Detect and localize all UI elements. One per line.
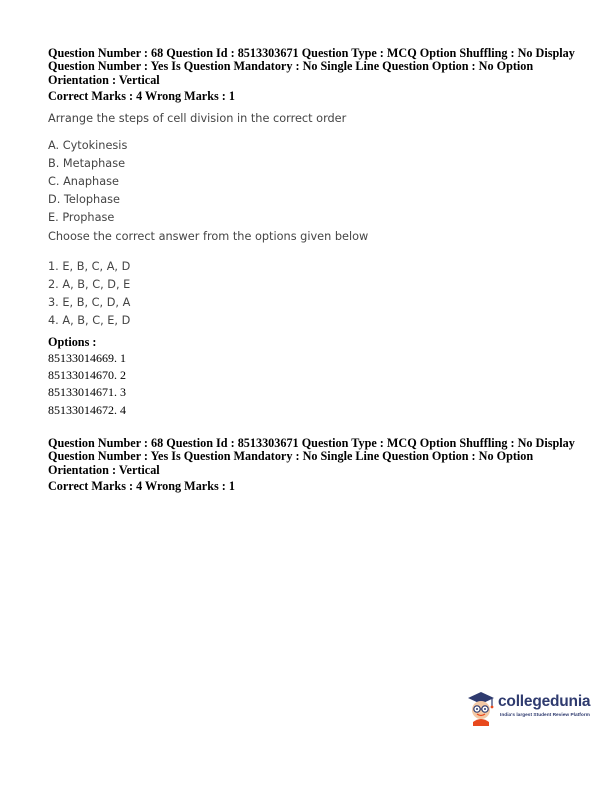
step-list — [48, 137, 584, 227]
option-row: 85133014672. 4 — [48, 402, 126, 417]
answer-item: 3. E, B, C, D, A — [48, 295, 131, 309]
option-row: 85133014670. 2 — [48, 368, 126, 383]
question-meta-line-2: Question Number : Yes Is Question Mandatory : No Single Line Question Option : No Option — [48, 449, 534, 464]
collegedunia-logo — [464, 688, 596, 728]
options-list — [48, 350, 584, 420]
question-marks: Correct Marks : 4 Wrong Marks : 1 — [48, 89, 235, 104]
step-item: A. Cytokinesis — [48, 138, 128, 152]
question-meta-line-2: Question Number : Yes Is Question Mandatory : No Single Line Question Option : No Option — [48, 59, 534, 74]
answer-item: 4. A, B, C, E, D — [48, 313, 131, 327]
step-item: C. Anaphase — [48, 174, 119, 188]
logo-tagline: India's largest Student Review Platform — [500, 713, 590, 718]
question-block-2 — [48, 437, 584, 494]
question-block-1 — [48, 47, 584, 419]
options-title: Options : — [48, 334, 97, 349]
step-item: B. Metaphase — [48, 156, 126, 170]
question-meta-line-3: Orientation : Vertical — [48, 72, 160, 87]
question-marks: Correct Marks : 4 Wrong Marks : 1 — [48, 479, 235, 494]
step-item: D. Telophase — [48, 192, 120, 206]
question-stem: Arrange the steps of cell division in the correct order — [48, 111, 347, 125]
answer-list — [48, 258, 584, 330]
answer-item: 2. A, B, C, D, E — [48, 277, 131, 291]
step-item: E. Prophase — [48, 210, 115, 224]
question-meta-line-1: Question Number : 68 Question Id : 8513303671 Question Type : MCQ Option Shuffling : No Display — [48, 436, 575, 450]
option-row: 85133014669. 1 — [48, 350, 126, 365]
logo-name: collegedunia — [498, 693, 591, 710]
graduate-mascot-icon — [464, 688, 498, 728]
question-meta-line-3: Orientation : Vertical — [48, 462, 160, 477]
question-meta-line-1: Question Number : 68 Question Id : 8513303671 Question Type : MCQ Option Shuffling : No Display — [48, 46, 575, 60]
option-row: 85133014671. 3 — [48, 385, 126, 400]
question-instruction: Choose the correct answer from the options given below — [48, 229, 369, 243]
answer-item: 1. E, B, C, A, D — [48, 259, 131, 273]
